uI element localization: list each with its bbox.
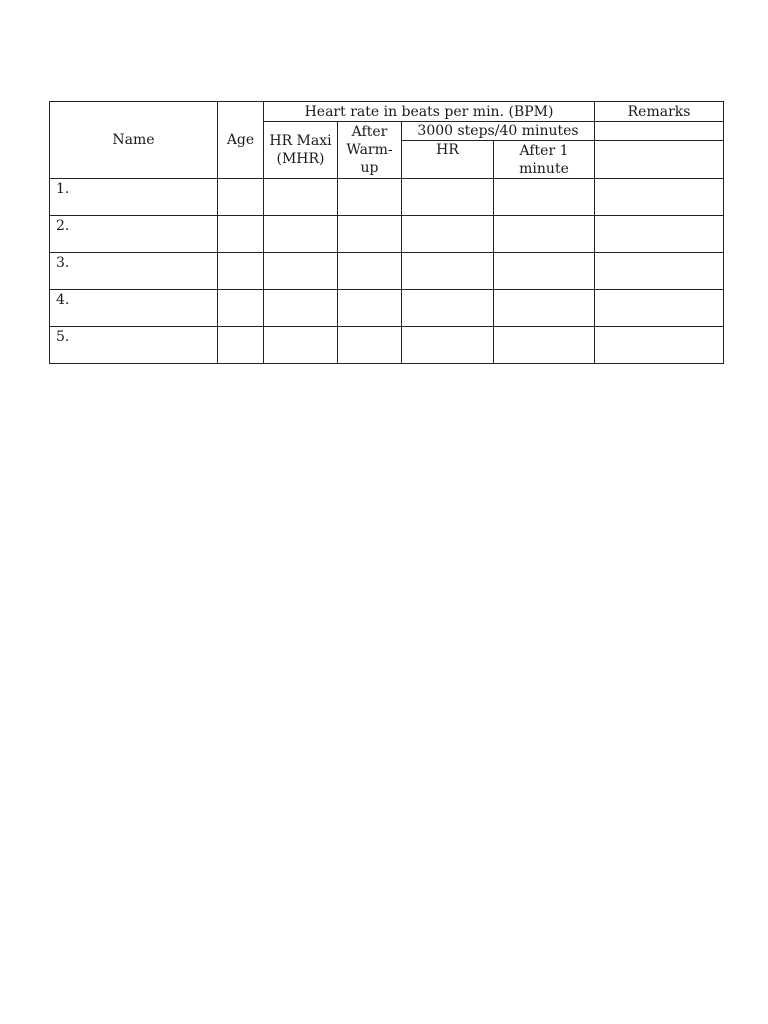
table-row [50,290,724,327]
cell-age [218,216,264,253]
table-row [50,216,724,253]
cell-remarks [595,179,724,216]
header-after-warmup: After Warm-up [338,122,402,179]
cell-hr-maxi [264,216,338,253]
cell-hr [402,327,494,364]
row-number: 4. [50,290,218,327]
cell-after-warmup [338,327,402,364]
cell-after-1-minute [494,327,595,364]
header-remarks: Remarks [595,102,724,122]
cell-hr-maxi [264,179,338,216]
row-number: 5. [50,327,218,364]
header-after-1-minute: After 1 minute [494,141,595,179]
header-heart-rate: Heart rate in beats per min. (BPM) [264,102,595,122]
remarks-subcell-1 [595,122,724,141]
remarks-subcell-2 [595,141,724,179]
cell-hr [402,216,494,253]
cell-hr [402,290,494,327]
header-hr: HR [402,141,494,179]
cell-remarks [595,290,724,327]
table-row [50,179,724,216]
table-row [50,253,724,290]
header-steps: 3000 steps/40 minutes [402,122,595,141]
cell-remarks [595,216,724,253]
cell-remarks [595,253,724,290]
cell-after-warmup [338,179,402,216]
cell-after-warmup [338,253,402,290]
cell-after-warmup [338,216,402,253]
cell-age [218,253,264,290]
cell-age [218,290,264,327]
cell-after-1-minute [494,179,595,216]
table-row [50,327,724,364]
header-name: Name [50,102,218,179]
header-age: Age [218,102,264,179]
cell-after-1-minute [494,290,595,327]
row-number: 1. [50,179,218,216]
cell-remarks [595,327,724,364]
row-number: 3. [50,253,218,290]
cell-hr [402,253,494,290]
cell-hr-maxi [264,253,338,290]
cell-after-1-minute [494,253,595,290]
cell-after-1-minute [494,216,595,253]
header-hr-maxi: HR Maxi (MHR) [264,122,338,179]
cell-after-warmup [338,290,402,327]
row-number: 2. [50,216,218,253]
cell-hr [402,179,494,216]
cell-hr-maxi [264,327,338,364]
cell-age [218,179,264,216]
cell-age [218,327,264,364]
cell-hr-maxi [264,290,338,327]
heart-rate-table [49,101,724,364]
